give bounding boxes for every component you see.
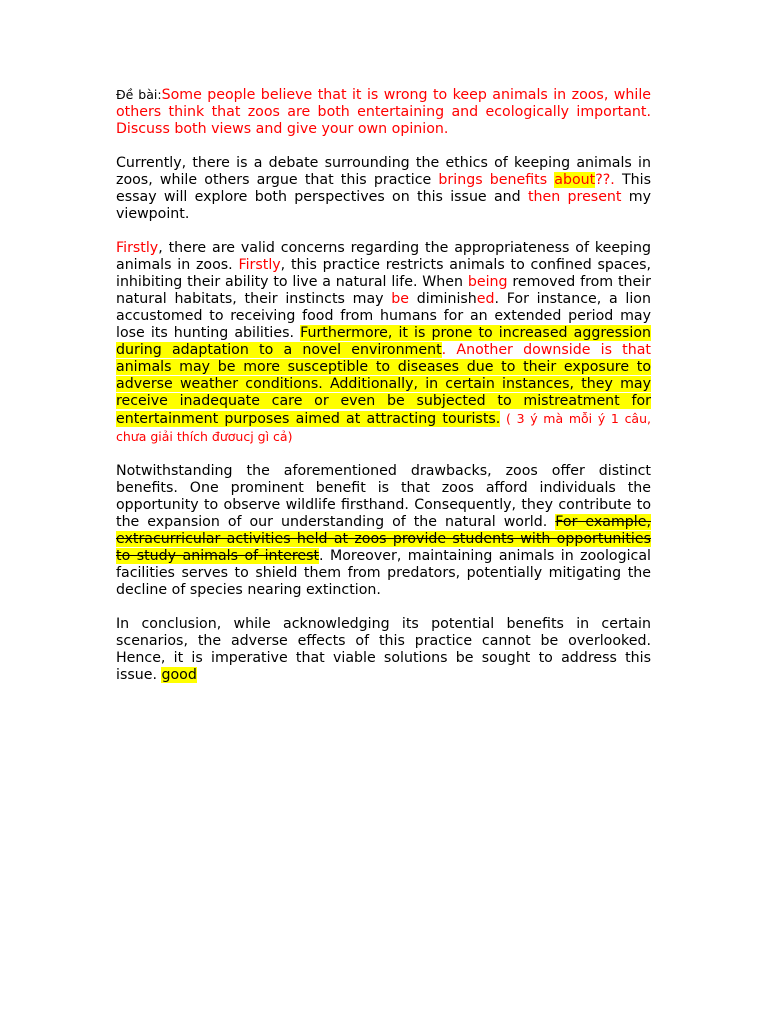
body2-text-2: . Moreover, maintaining animals in zoological facilities serves to shield them from predators, potentially mitigating the decline of species nearing extinction. [116,548,651,598]
conclusion-text: In conclusion, while acknowledging its potential benefits in certain scenarios, the adverse effects of this practice cannot be overlooked. Hence, it is imperative that viable solutions be sought to address this issue. [116,616,651,683]
body1-highlight-2: animals may be more susceptible to diseases due to their exposure to adverse weather conditions. Additionally, in certain instances, they may receive inadequate care or even be subjected to mistreatment for entertainment purposes aimed at attracting tourists. [116,359,651,427]
body2-strikethrough: For example, extracurricular activities held at zoos provide students with opportunities to study animals of interest [116,514,651,564]
intro-correction-2: ??. [595,172,615,188]
body1-correction-1: Firstly [116,240,159,256]
body-paragraph-1 [116,240,651,446]
body1-text-5: . For instance, a lion accustomed to receiving food from humans for an extended period may lose its hunting abilities. [116,291,651,341]
intro-correction-1: brings benefits [438,172,555,188]
intro-correction-3: then present [527,189,622,205]
body1-correction-4: be [391,291,410,307]
introduction-paragraph [116,155,651,223]
reviewer-comment: ( 3 ý mà mỗi ý 1 câu, chưa giải thích đươucj gì cả) [116,411,651,444]
body2-text-1: Notwithstanding the aforementioned drawbacks, zoos offer distinct benefits. One prominent benefit is that zoos afford individuals the opportunity to observe wildlife firsthand. Consequently, they contribute to the expansion of our understanding of the natural world. [116,463,651,530]
body1-correction-2: Firstly [238,257,281,273]
prompt-label: Đề bài: [116,87,162,102]
body1-correction-5: ed [476,291,495,307]
body1-text-2: , this practice restricts animals to confined spaces, inhibiting their ability to live a natural life. When [116,257,651,290]
intro-text-2: This essay will explore both perspectives on this issue and [116,172,651,205]
document-page [116,86,651,701]
prompt-text: Some people believe that it is wrong to keep animals in zoos, while others think that zoos are both entertaining and ecologically important. Discuss both views and give your own opinion. [116,87,651,137]
body1-correction-highlight: . Another downside is that [441,342,651,358]
reviewer-mark-good: good [161,667,197,683]
body1-correction-3: being [467,274,508,290]
intro-text-1: Currently, there is a debate surrounding the ethics of keeping animals in zoos, while others argue that this practice [116,155,651,188]
intro-text-3: my viewpoint. [116,189,652,222]
body1-text-3: removed from their natural habitats, their instincts may [116,274,651,307]
body1-highlight-1: Furthermore, it is prone to increased aggression during adaptation to a novel environment [116,325,651,358]
conclusion-paragraph [116,616,651,684]
essay-prompt [116,86,651,138]
intro-highlight-about: about [554,172,596,188]
body-paragraph-2 [116,463,651,599]
body1-text-4: diminish [409,291,477,307]
body1-text-1: , there are valid concerns regarding the appropriateness of keeping animals in zoos. [116,240,651,273]
